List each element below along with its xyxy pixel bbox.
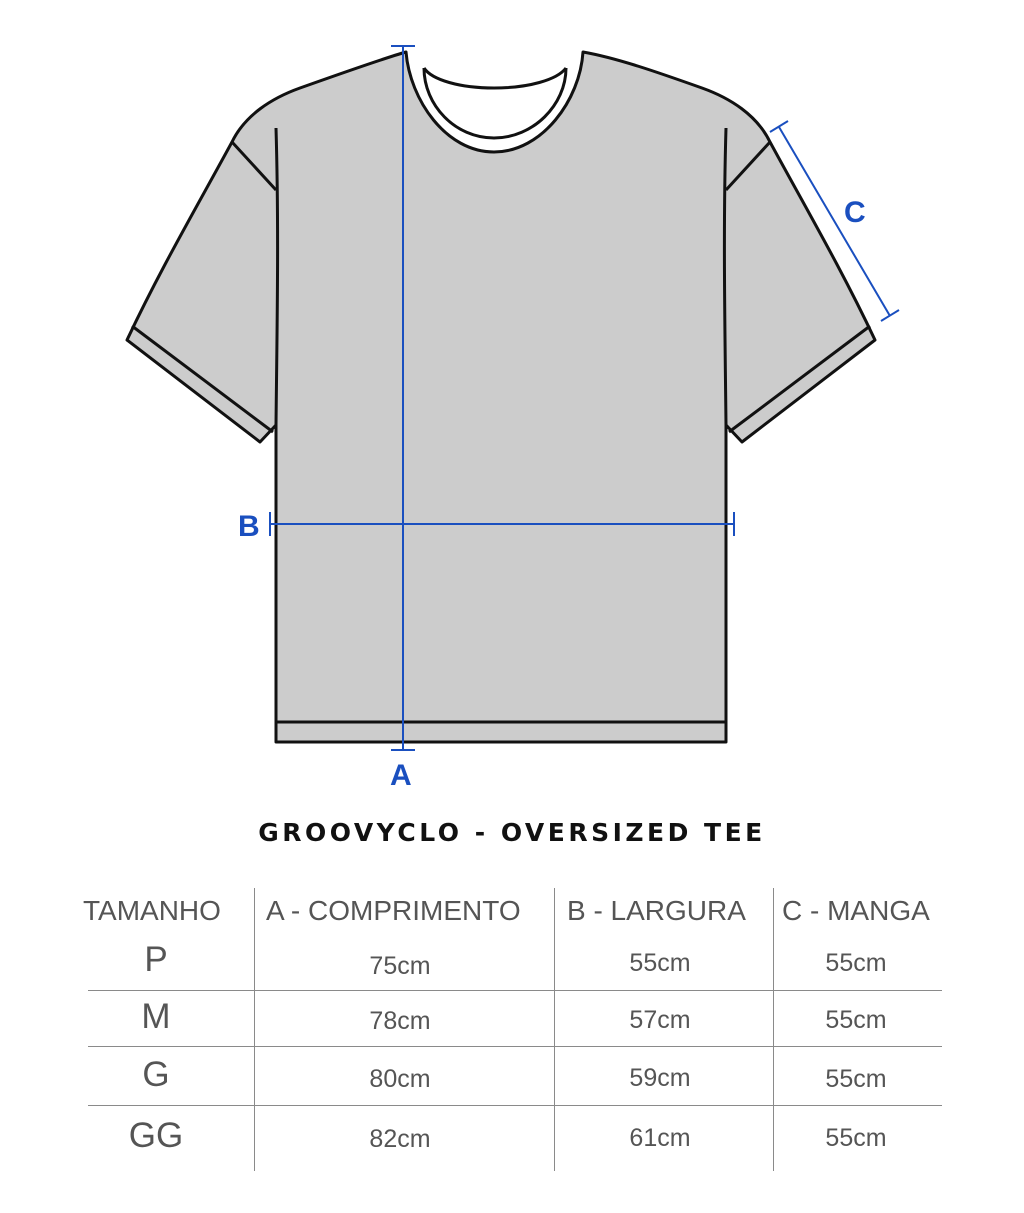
size-label: GG — [128, 1116, 184, 1155]
size-label: P — [144, 940, 168, 979]
cell-length: 78cm — [369, 1007, 431, 1035]
header-width: B - LARGURA — [567, 895, 746, 926]
collar-ring — [424, 68, 566, 138]
cell-sleeve: 55cm — [825, 1006, 887, 1034]
cell-sleeve: 55cm — [825, 1124, 887, 1152]
header-length: A - COMPRIMENTO — [266, 895, 521, 926]
right-side-line — [724, 128, 726, 425]
tshirt-outline — [127, 52, 875, 742]
table-divider — [554, 888, 555, 1171]
table-row-divider — [88, 1105, 942, 1106]
table-row-divider — [88, 1046, 942, 1047]
size-label: G — [142, 1055, 170, 1094]
label-c: C — [844, 196, 866, 229]
header-sleeve: C - MANGA — [782, 895, 930, 926]
cell-sleeve: 55cm — [825, 949, 887, 977]
cell-width: 55cm — [629, 949, 691, 977]
header-size: TAMANHO — [83, 895, 221, 926]
cell-width: 57cm — [629, 1006, 691, 1034]
cell-length: 75cm — [369, 952, 431, 980]
collar — [424, 68, 566, 88]
cell-length: 80cm — [369, 1065, 431, 1093]
label-b: B — [238, 510, 260, 543]
product-title: GROOVYCLO - OVERSIZED TEE — [258, 818, 766, 847]
cell-width: 61cm — [629, 1124, 691, 1152]
size-label: M — [141, 997, 171, 1036]
cell-width: 59cm — [629, 1064, 691, 1092]
table-row-divider — [88, 990, 942, 991]
table-divider — [254, 888, 255, 1171]
left-side-line — [276, 128, 278, 425]
cell-sleeve: 55cm — [825, 1065, 887, 1093]
label-a: A — [390, 759, 412, 792]
cell-length: 82cm — [369, 1125, 431, 1153]
